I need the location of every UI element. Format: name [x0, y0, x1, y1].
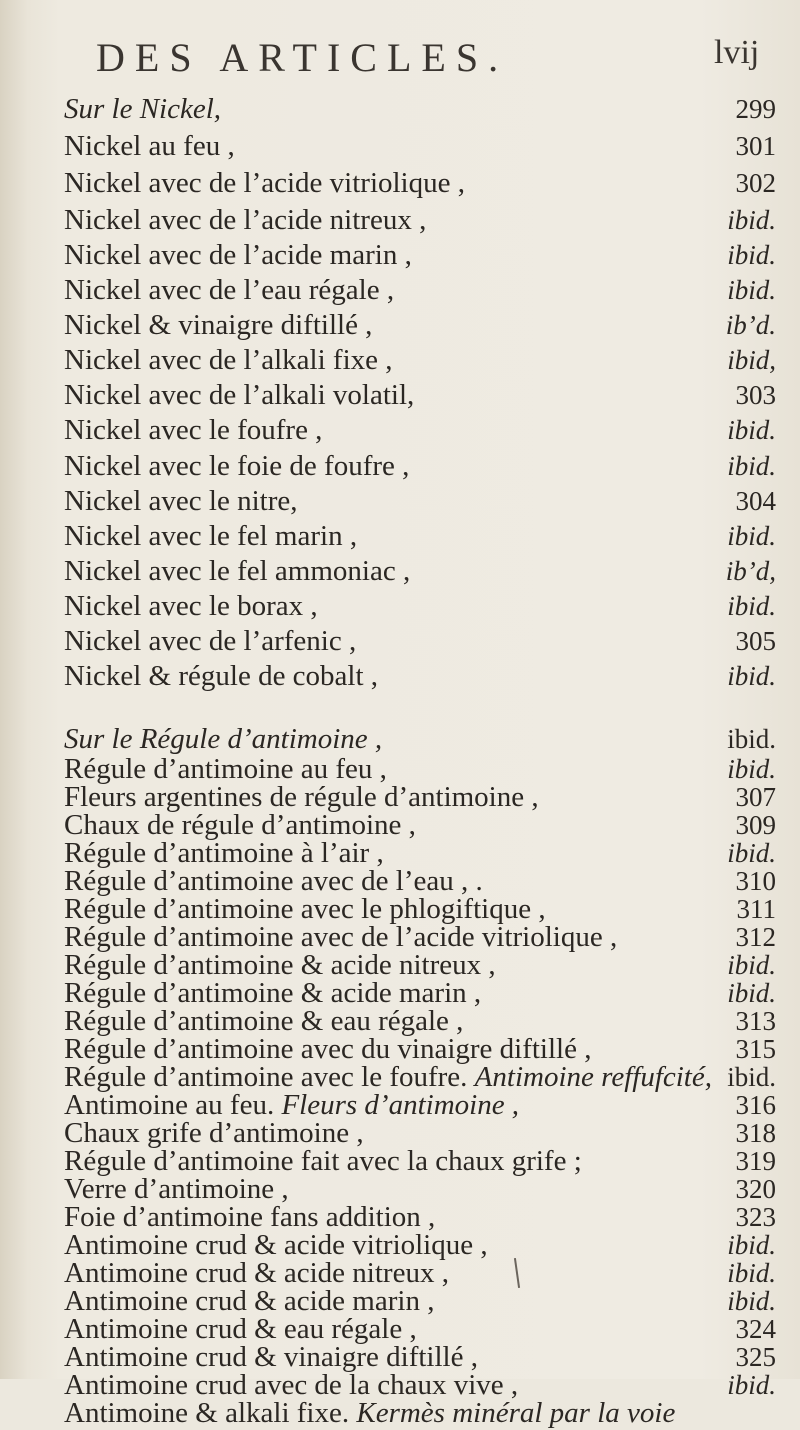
toc-entry	[0, 203, 800, 237]
toc-entry	[0, 659, 800, 693]
entry-title: Nickel avec le foufre ,	[64, 414, 323, 446]
entry-page-ref: ibid.	[727, 205, 776, 235]
entry-page-ref: 319	[735, 1146, 776, 1176]
entry-title: Chaux de régule d’antimoine ,	[64, 809, 416, 841]
entry-page-ref: ib’d.	[725, 310, 776, 340]
entry-page-ref: ibid.	[727, 978, 776, 1008]
entry-title: Nickel avec de l’alkali volatil,	[64, 379, 415, 411]
entry-subtitle: Antimoine reffufcité,	[474, 1061, 712, 1093]
entry-title: Nickel avec le nitre,	[64, 485, 298, 517]
entry-page-ref: ibid.	[727, 591, 776, 621]
entry-page-ref: 324	[735, 1314, 776, 1344]
entry-title: Régule d’antimoine & acide marin ,	[64, 977, 482, 1009]
toc-entry	[0, 722, 800, 756]
entry-title: Verre d’antimoine ,	[64, 1173, 289, 1205]
toc-entry	[0, 413, 800, 447]
entry-page-ref: ibid.	[727, 1230, 776, 1260]
toc-entry	[0, 624, 800, 658]
entry-title: Régule d’antimoine avec le foufre.	[64, 1061, 468, 1093]
entry-title: Antimoine au feu.	[64, 1089, 275, 1121]
entry-page-ref: 325	[735, 1342, 776, 1372]
entry-title: Régule d’antimoine avec de l’acide vitriolique ,	[64, 921, 618, 953]
toc-entry	[0, 92, 800, 126]
toc-entry	[0, 1396, 800, 1430]
entry-page-ref: ibid.	[727, 1370, 776, 1400]
entry-page-ref: 310	[735, 866, 776, 896]
toc-entry	[0, 554, 800, 588]
entry-page-ref: 303	[735, 380, 776, 410]
entry-page-ref: ibid.	[727, 275, 776, 305]
entry-title: Foie d’antimoine fans addition ,	[64, 1201, 436, 1233]
entry-page-ref: ibid.	[727, 451, 776, 481]
entry-title: Antimoine crud & acide marin ,	[64, 1285, 435, 1317]
entry-page-ref: ibid.	[727, 1258, 776, 1288]
toc-entry	[0, 589, 800, 623]
entry-subtitle: Fleurs d’antimoine ,	[281, 1089, 520, 1121]
entry-title: Nickel avec de l’acide marin ,	[64, 239, 412, 271]
toc-entry	[0, 166, 800, 200]
entry-page-ref: ibid.	[727, 661, 776, 691]
entry-title: Régule d’antimoine fait avec la chaux grife ;	[64, 1145, 582, 1177]
entry-page-ref: 309	[735, 810, 776, 840]
entry-title: Chaux grife d’antimoine ,	[64, 1117, 364, 1149]
running-title: DES ARTICLES.	[96, 35, 509, 80]
entry-title: Nickel avec le fel marin ,	[64, 520, 358, 552]
toc-entry	[0, 343, 800, 377]
entry-page-ref: ibid.	[727, 521, 776, 551]
entry-page-ref: 316	[735, 1090, 776, 1120]
entry-page-ref: ibid.	[727, 1286, 776, 1316]
entry-title: Fleurs argentines de régule d’antimoine ,	[64, 781, 539, 813]
entry-title: Régule d’antimoine au feu ,	[64, 753, 387, 785]
entry-title: Nickel avec le borax ,	[64, 590, 318, 622]
entry-title: Nickel au feu ,	[64, 130, 235, 162]
entry-title: Nickel avec de l’acide nitreux ,	[64, 204, 427, 236]
toc-entry	[0, 273, 800, 307]
toc-entry	[0, 484, 800, 518]
entry-page-ref: 311	[736, 894, 776, 924]
entry-title: Antimoine crud & vinaigre diftillé ,	[64, 1341, 478, 1373]
entry-page-ref: 305	[735, 626, 776, 656]
entry-page-ref: 302	[735, 168, 776, 198]
entry-page-ref: ibid.	[727, 950, 776, 980]
toc-entry	[0, 378, 800, 412]
entry-page-ref: ib’d,	[725, 556, 776, 586]
entry-page-ref: 313	[735, 1006, 776, 1036]
entry-page-ref: ibid.	[727, 240, 776, 270]
entry-page-ref: 318	[735, 1118, 776, 1148]
entry-title: Régule d’antimoine & eau régale ,	[64, 1005, 464, 1037]
entry-title: Nickel avec de l’eau régale ,	[64, 274, 395, 306]
toc-entry	[0, 308, 800, 342]
entry-page-ref: 315	[735, 1034, 776, 1064]
entry-title: Antimoine crud avec de la chaux vive ,	[64, 1369, 519, 1401]
entry-page-ref: 312	[735, 922, 776, 952]
entry-title: Nickel & vinaigre diftillé ,	[64, 309, 373, 341]
entry-page-ref: 307	[735, 782, 776, 812]
entry-page-ref: ibid,	[727, 345, 776, 375]
entry-title: Antimoine & alkali fixe.	[64, 1397, 350, 1429]
entry-title: Sur le Régule d’antimoine ,	[64, 723, 383, 755]
entry-title: Nickel avec de l’alkali fixe ,	[64, 344, 393, 376]
entry-page-ref: ibid.	[727, 724, 776, 754]
entry-title: Sur le Nickel,	[64, 93, 222, 125]
entry-page-ref: 320	[735, 1174, 776, 1204]
entry-page-ref: ibid.	[727, 415, 776, 445]
toc-entry	[0, 238, 800, 272]
entry-title: Régule d’antimoine à l’air ,	[64, 837, 384, 869]
entry-title: Antimoine crud & acide vitriolique ,	[64, 1229, 488, 1261]
entry-subtitle: Kermès minéral par la voie	[356, 1397, 676, 1429]
entry-page-ref: 299	[735, 94, 776, 124]
entry-title: Antimoine crud & eau régale ,	[64, 1313, 417, 1345]
entry-title: Nickel avec le foie de foufre ,	[64, 450, 410, 482]
entry-page-ref: ibid.	[727, 838, 776, 868]
entry-page-ref: ibid.	[727, 754, 776, 784]
entry-title: Régule d’antimoine & acide nitreux ,	[64, 949, 496, 981]
entry-page-ref: 323	[735, 1202, 776, 1232]
entry-title: Antimoine crud & acide nitreux ,	[64, 1257, 449, 1289]
entry-title: Régule d’antimoine avec le phlogiftique ,	[64, 893, 546, 925]
entry-title: Nickel avec de l’arfenic ,	[64, 625, 357, 657]
entry-title: Nickel avec le fel ammoniac ,	[64, 555, 411, 587]
entry-title: Régule d’antimoine avec du vinaigre diftillé ,	[64, 1033, 592, 1065]
toc-entry	[0, 519, 800, 553]
toc-entry	[0, 129, 800, 163]
page-number: lvij	[714, 34, 760, 71]
entry-page-ref: 304	[735, 486, 776, 516]
entry-title: Nickel & régule de cobalt ,	[64, 660, 379, 692]
entry-title: Nickel avec de l’acide vitriolique ,	[64, 167, 465, 199]
toc-entry	[0, 449, 800, 483]
entry-line	[64, 1396, 675, 1430]
entry-page-ref: 301	[735, 131, 776, 161]
entry-title: Régule d’antimoine avec de l’eau , .	[64, 865, 483, 897]
entry-page-ref: ibid.	[727, 1062, 776, 1092]
